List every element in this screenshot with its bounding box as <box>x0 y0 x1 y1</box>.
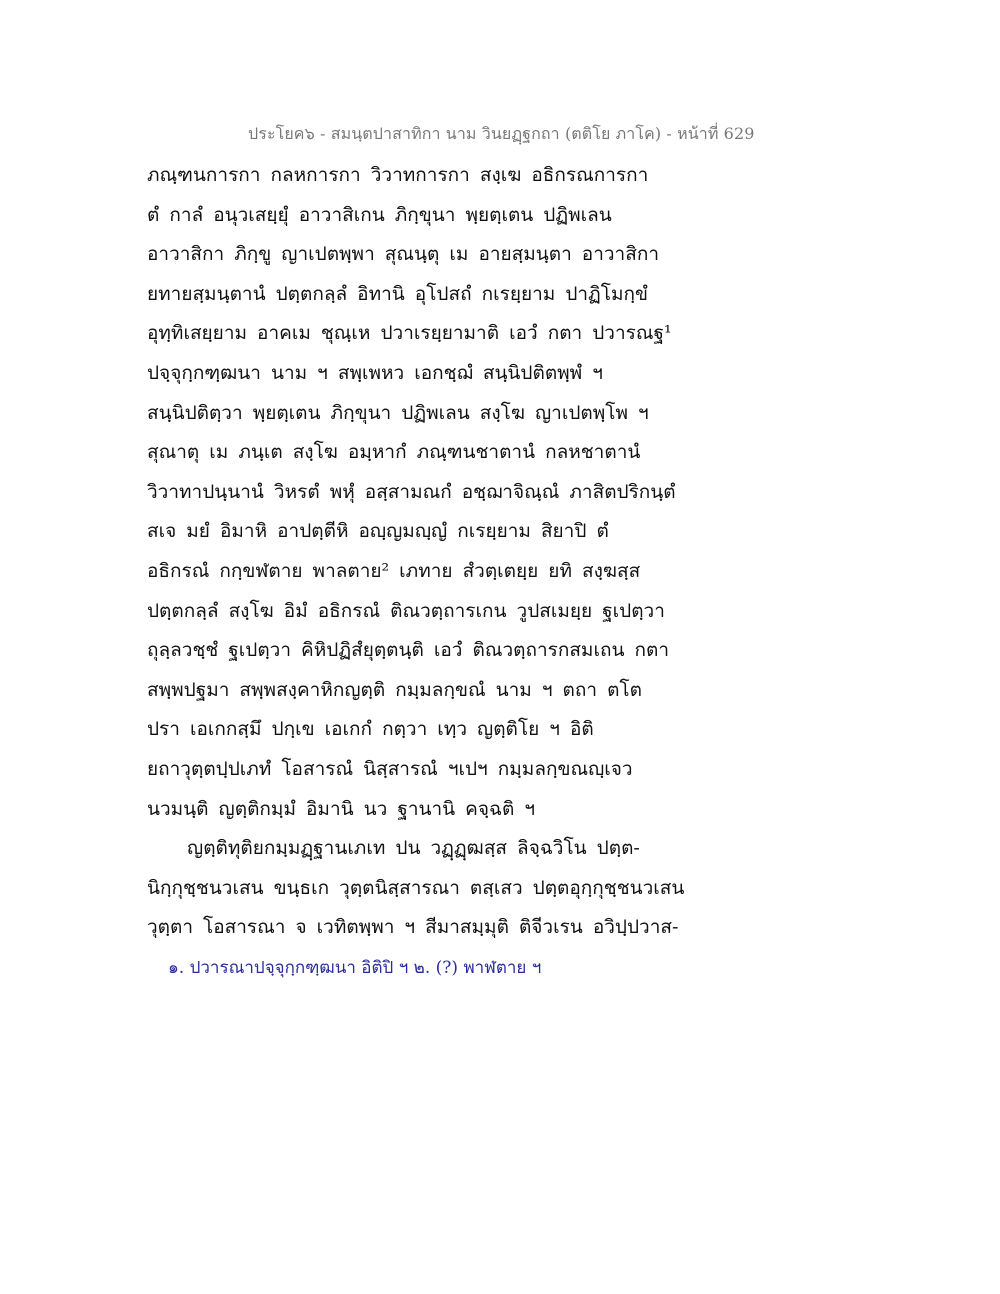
text-line: สุณาตุ เม ภนฺเต สงฺโฆ อมฺหากํ ภณฺฑนชาตานํ กลหชาตานํ <box>147 441 641 464</box>
text-line: วุตฺตา โอสารณา จ เวทิตพฺพา ฯ สีมาสมฺมุติ ติจีวเรน อวิปฺปวาส- <box>147 916 679 939</box>
text-line: ยทายสฺมนฺตานํ ปตฺตกลฺลํ อิทานิ อุโปสถํ กเรยฺยาม ปาฏิโมกฺขํ <box>147 282 649 305</box>
text-line: ถุลฺลวชฺชํ ฐเปตฺวา คิหิปฏิสํยุตฺตนฺติ เอวํ ติณวตฺถารกสมเถน กตา <box>147 639 669 662</box>
page-header: ประโยค๖ - สมนฺตปาสาทิกา นาม วินยฏฺฐกถา (ตติโย ภาโค) - หน้าที่ 629 <box>248 124 755 143</box>
text-line: อธิกรณํ กกฺขฬตาย พาลตาย² เภทาย สํวตฺเตยฺย ยทิ สงฺฆสฺส <box>147 559 641 582</box>
footnote: ๑. ปวารณาปจฺจุกฺกฑฺฒนา อิติปิ ฯ ๒. (?) พาฬตาย ฯ <box>168 958 542 978</box>
text-line: ภณฺฑนการกา กลหการกา วิวาทการกา สงฺเฆ อธิกรณการกา <box>147 164 649 186</box>
text-line: นิกฺกุชฺชนวเสน ขนฺธเก วุตฺตนิสฺสารณา ตสฺเสว ปตฺตอุกฺกุชฺชนวเสน <box>147 876 685 899</box>
text-line: ปรา เอเกกสฺมึ ปกฺเข เอเกกํ กตฺวา เทฺว ญตฺติโย ฯ อิติ <box>147 718 594 741</box>
text-line: ตํ กาลํ อนุวเสยฺยุํ อาวาสิเกน ภิกฺขุนา พฺยตฺเตน ปฏิพเลน <box>147 203 612 226</box>
text-line: วิวาทาปนฺนานํ วิหรตํ พหุํ อสฺสามณกํ อชฺฌาจิณฺณํ ภาสิตปริกนฺตํ <box>147 480 676 503</box>
text-line: ปตฺตกลฺลํ สงฺโฆ อิมํ อธิกรณํ ติณวตฺถารเกน วูปสเมยฺย ฐเปตฺวา <box>147 599 665 622</box>
text-line: อุทฺทิเสยฺยาม อาคเม ชุณฺเห ปวาเรยฺยามาติ เอวํ กตา ปวารณฐ¹ <box>147 322 672 345</box>
text-line: สนฺนิปติตฺวา พฺยตฺเตน ภิกฺขุนา ปฏิพเลน สงฺโฆ ญาเปตพฺโพ ฯ <box>147 401 649 424</box>
text-line: สเจ มยํ อิมาหิ อาปตฺตีหิ อญฺญมญฺญํ กเรยฺยาม สิยาปิ ตํ <box>147 520 609 543</box>
body-text <box>147 156 707 948</box>
text-line: สพฺพปฐมา สพฺพสงฺคาหิกญตฺติ กมฺมลกฺขณํ นาม ฯ ตถา ตโต <box>147 678 642 701</box>
text-line: ยถาวุตฺตปฺปเภทํ โอสารณํ นิสฺสารณํ ฯเปฯ กมฺมลกฺขณญฺเจว <box>147 757 633 780</box>
text-line: ปจฺจุกฺกฑฺฒนา นาม ฯ สพฺเพหว เอกชฺฌํ สนฺนิปติตพฺพํ ฯ <box>147 361 603 384</box>
paragraph-first-line: ญตฺติทุติยกมฺมฏฺฐานเภเท ปน วฏฺฏฺฒสฺส ลิจฺฉวิโน ปตฺต- <box>187 837 640 860</box>
text-line: นวมนฺติ ญตฺติกมฺมํ อิมานิ นว ฐานานิ คจฺฉติ ฯ <box>147 797 536 820</box>
text-line: อาวาสิกา ภิกฺขู ญาเปตพฺพา สุณนฺตุ เม อายสฺมนฺตา อาวาสิกา <box>147 243 659 266</box>
